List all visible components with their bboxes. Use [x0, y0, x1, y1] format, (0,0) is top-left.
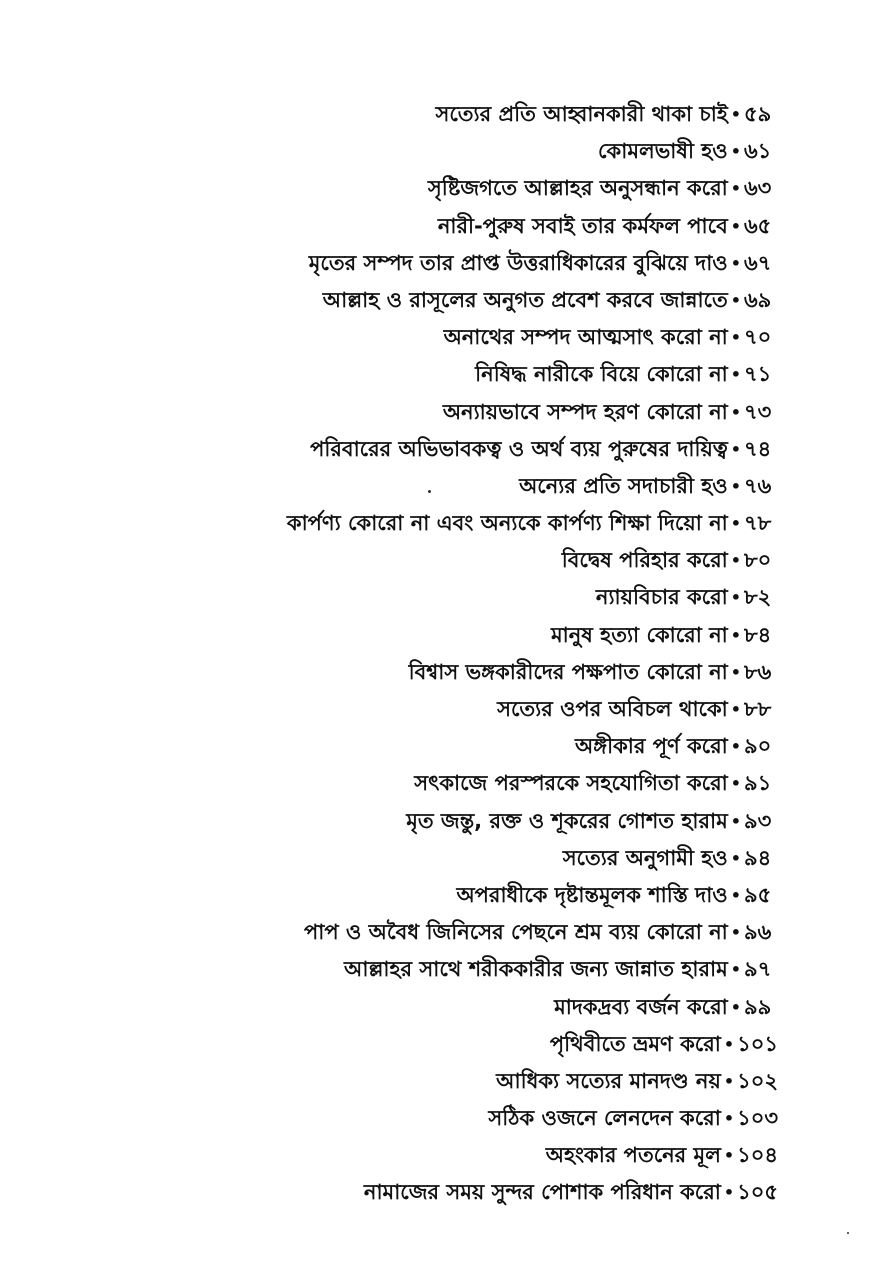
- toc-entry: [120, 133, 778, 170]
- bullet-separator: •: [730, 662, 741, 682]
- toc-entry: [120, 914, 778, 951]
- entry-page-number: ৬৫: [744, 213, 772, 238]
- toc-entry: [120, 319, 778, 356]
- entry-page-number: ৬৯: [744, 287, 772, 312]
- bullet-separator: •: [730, 105, 741, 124]
- bullet-separator: •: [730, 774, 741, 794]
- toc-entry: [120, 1026, 778, 1063]
- bullet-separator: •: [730, 960, 741, 980]
- toc-entry: [120, 505, 778, 542]
- entry-page-number: ৯৪: [744, 845, 772, 870]
- entry-page-number: ১০৪: [737, 1143, 778, 1168]
- toc-entry: [120, 282, 778, 319]
- entry-page-number: ৯৫: [744, 882, 772, 907]
- entry-title: কোমলভাষী হও: [598, 139, 728, 164]
- toc-entry: [120, 840, 778, 877]
- bullet-separator: •: [730, 253, 741, 273]
- toc-entry: [120, 579, 778, 616]
- bullet-separator: •: [730, 439, 741, 459]
- entry-page-number: ৮৬: [744, 659, 772, 684]
- entry-title: অঙ্গীকার পূর্ণ করো: [574, 734, 728, 759]
- entry-title: বিদ্বেষ পরিহার করো: [561, 548, 728, 573]
- print-speck: [847, 1232, 849, 1234]
- entry-page-number: ১০২: [737, 1068, 778, 1093]
- entry-page-number: ৭৩: [744, 399, 772, 424]
- bullet-separator: •: [730, 365, 741, 385]
- entry-title: অনাথের সম্পদ আত্মসাৎ করো না: [443, 325, 728, 350]
- entry-page-number: ৭১: [744, 362, 772, 387]
- entry-title: পরিবারের অভিভাবকত্ব ও অর্থ ব্যয় পুরুষের দায়িত্ব: [310, 436, 728, 461]
- entry-title: সৎকাজে পরস্পরকে সহযোগিতা করো: [414, 771, 728, 796]
- entry-page-number: ৯৬: [744, 920, 772, 945]
- entry-page-number: ৬৭: [744, 250, 772, 275]
- entry-page-number: ১০৫: [737, 1180, 778, 1205]
- entry-title: কার্পণ্য কোরো না এবং অন্যকে কার্পণ্য শিক্ষা দিয়ো না: [286, 511, 728, 536]
- bullet-separator: •: [730, 997, 741, 1017]
- toc-entry: [120, 691, 778, 728]
- entry-title: সৃষ্টিজগতে আল্লাহর অনুসন্ধান করো: [427, 176, 728, 201]
- bullet-separator: •: [730, 216, 741, 236]
- toc-entry: [120, 877, 778, 914]
- toc-entry: [120, 96, 778, 133]
- entry-title: পৃথিবীতে ভ্রমণ করো: [549, 1031, 721, 1056]
- bullet-separator: •: [723, 1071, 735, 1091]
- entry-page-number: ৭৬: [744, 473, 772, 498]
- entry-page-number: ৮২: [744, 585, 772, 610]
- bullet-separator: •: [730, 290, 741, 310]
- toc-entry: [120, 542, 778, 579]
- toc-entry: [120, 208, 778, 245]
- toc-entry: [120, 728, 778, 765]
- entry-title: আধিক্য সত্যের মানদণ্ড নয়: [496, 1068, 721, 1093]
- entry-title: আল্লাহর সাথে শরীককারীর জন্য জান্নাত হারাম: [343, 957, 728, 982]
- toc-entry: [120, 654, 778, 691]
- entry-page-number: ৯১: [744, 771, 772, 796]
- entry-page-number: ৫৯: [744, 102, 772, 126]
- entry-page-number: ১০৩: [737, 1106, 778, 1131]
- toc-entry: [120, 170, 778, 207]
- bullet-separator: •: [730, 923, 741, 943]
- toc-entry: [120, 1100, 778, 1137]
- toc-entry: [120, 356, 778, 393]
- entry-page-number: ৯৯: [744, 994, 772, 1019]
- entry-page-number: ৭৮: [744, 511, 772, 536]
- bullet-separator: •: [730, 737, 741, 757]
- bullet-separator: •: [730, 476, 741, 496]
- entry-title: আল্লাহ ও রাসূলের অনুগত প্রবেশ করবে জান্নাতে: [322, 287, 728, 312]
- entry-title: নিষিদ্ধ নারীকে বিয়ে কোরো না: [475, 362, 728, 387]
- toc-entry: [120, 617, 778, 654]
- entry-title: মৃতের সম্পদ তার প্রাপ্ত উত্তরাধিকারের বুঝিয়ে দাও: [308, 250, 728, 275]
- toc-entry: [120, 468, 778, 505]
- bullet-separator: •: [723, 1109, 735, 1129]
- entry-title: অন্যের প্রতি সদাচারী হও: [519, 473, 728, 498]
- entry-title: মাদকদ্রব্য বর্জন করো: [554, 994, 728, 1019]
- entry-title: মানুষ হত্যা কোরো না: [550, 622, 728, 647]
- entry-page-number: ৮৮: [744, 697, 772, 721]
- entry-title: সত্যের ওপর অবিচল থাকো: [497, 697, 728, 721]
- toc-entry: [120, 431, 778, 468]
- entry-page-number: ৮৪: [744, 622, 772, 647]
- entry-page-number: ৯৭: [744, 957, 772, 982]
- bullet-separator: •: [730, 700, 741, 719]
- entry-title: সত্যের অনুগামী হও: [562, 845, 728, 870]
- bullet-separator: •: [730, 551, 741, 571]
- entry-page-number: ৮০: [744, 548, 772, 573]
- bullet-separator: •: [730, 402, 741, 422]
- print-speck: [428, 490, 431, 493]
- bullet-separator: •: [730, 848, 741, 868]
- toc-entry: [120, 1174, 778, 1211]
- entry-title: অন্যায়ভাবে সম্পদ হরণ কোরো না: [442, 399, 728, 424]
- bullet-separator: •: [730, 514, 741, 534]
- bullet-separator: •: [730, 588, 741, 608]
- entry-page-number: ৯০: [744, 734, 772, 759]
- entry-page-number: ৬৩: [744, 176, 772, 201]
- entry-title: মৃত জন্তু, রক্ত ও শূকরের গোশত হারাম: [406, 808, 728, 833]
- entry-title: নামাজের সময় সুন্দর পোশাক পরিধান করো: [363, 1180, 721, 1205]
- bullet-separator: •: [730, 811, 741, 831]
- toc-entry: [120, 1063, 778, 1100]
- toc-entry: [120, 245, 778, 282]
- toc-entry: [120, 951, 778, 988]
- bullet-separator: •: [730, 142, 741, 162]
- entry-title: অপরাধীকে দৃষ্টান্তমূলক শাস্তি দাও: [456, 882, 728, 907]
- bullet-separator: •: [730, 885, 741, 905]
- entry-page-number: ৭০: [744, 325, 772, 350]
- entry-page-number: ৭৪: [744, 436, 772, 461]
- toc-entry: [120, 803, 778, 840]
- entry-title: পাপ ও অবৈধ জিনিসের পেছনে শ্রম ব্যয় কোরো না: [304, 920, 728, 945]
- entry-page-number: ১০১: [737, 1031, 778, 1056]
- entry-title: ন্যায়বিচার করো: [595, 585, 728, 610]
- bullet-separator: •: [730, 328, 741, 348]
- toc-entry: [120, 394, 778, 431]
- toc-entry: [120, 765, 778, 802]
- entry-title: সত্যের প্রতি আহ্বানকারী থাকা চাই: [435, 102, 728, 126]
- bullet-separator: •: [723, 1034, 735, 1054]
- bullet-separator: •: [730, 625, 741, 645]
- entry-page-number: ৬১: [744, 139, 772, 164]
- table-of-contents: [120, 96, 778, 1212]
- bullet-separator: •: [730, 179, 741, 199]
- toc-entry: [120, 1137, 778, 1174]
- entry-page-number: ৯৩: [744, 808, 772, 833]
- toc-entry: [120, 989, 778, 1026]
- bullet-separator: •: [723, 1146, 735, 1166]
- entry-title: বিশ্বাস ভঙ্গকারীদের পক্ষপাত কোরো না: [408, 659, 728, 684]
- entry-title: অহংকার পতনের মূল: [545, 1143, 721, 1168]
- entry-title: সঠিক ওজনে লেনদেন করো: [488, 1106, 721, 1131]
- entry-title: নারী-পুরুষ সবাই তার কর্মফল পাবে: [437, 213, 728, 238]
- bullet-separator: •: [723, 1183, 735, 1203]
